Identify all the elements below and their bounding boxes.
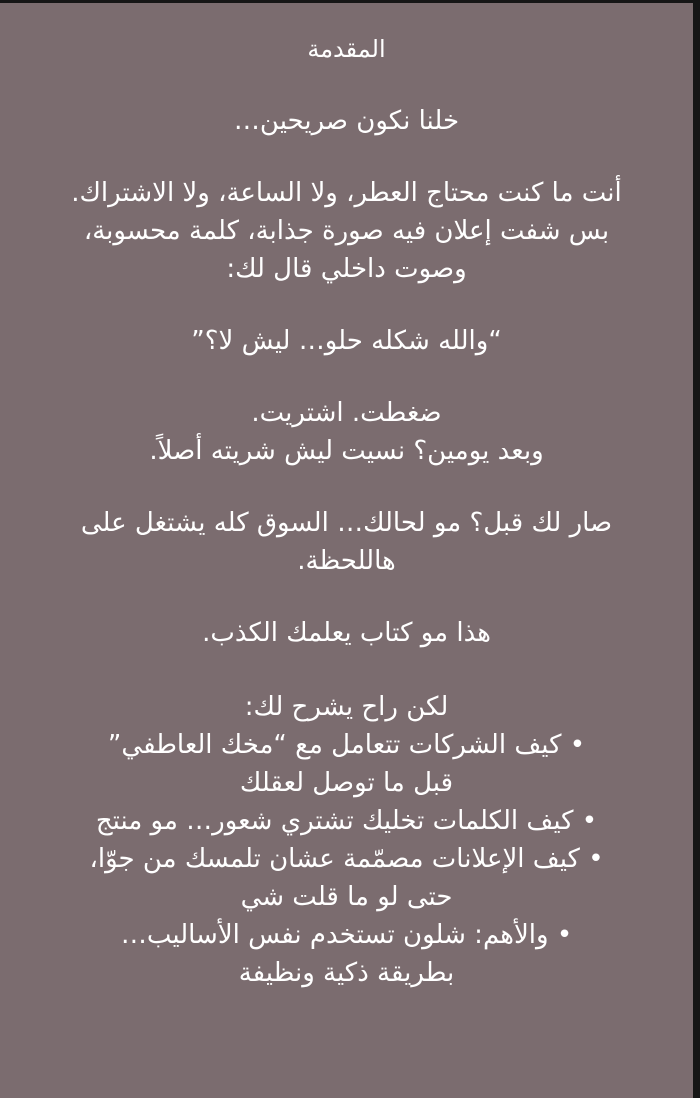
document-page bbox=[0, 3, 693, 1098]
spacer bbox=[42, 68, 652, 102]
bullet-continuation: قبل ما توصل لعقلك bbox=[239, 768, 454, 798]
paragraph-line: لكن راح يشرح لك: bbox=[244, 692, 449, 722]
paragraph-line: خلنا نكون صريحين… bbox=[233, 106, 460, 136]
spacer bbox=[42, 470, 652, 504]
paragraph-line: وبعد يومين؟ نسيت ليش شريته أصلاً. bbox=[149, 436, 544, 466]
document-text bbox=[42, 3, 652, 992]
bullet-line: • كيف الكلمات تخليك تشتري شعور… مو منتج bbox=[95, 806, 598, 836]
spacer bbox=[42, 652, 652, 688]
spacer bbox=[42, 580, 652, 614]
bullet-line: • كيف الإعلانات مصمّمة عشان تلمسك من جوّا، bbox=[89, 844, 604, 874]
paragraph-line: هذا مو كتاب يعلمك الكذب. bbox=[202, 618, 491, 648]
bullet-continuation: حتى لو ما قلت شي bbox=[240, 882, 453, 912]
paragraph-line: أنت ما كنت محتاج العطر، ولا الساعة، ولا الاشتراك. bbox=[71, 178, 622, 208]
spacer bbox=[42, 360, 652, 394]
paragraph-line: صار لك قبل؟ مو لحالك… السوق كله يشتغل على bbox=[80, 508, 613, 538]
spacer bbox=[42, 140, 652, 174]
quote-line: “والله شكله حلو… ليش لا؟” bbox=[191, 326, 502, 356]
page-title: المقدمة bbox=[307, 35, 386, 63]
paragraph-line: ضغطت. اشتريت. bbox=[251, 398, 442, 428]
paragraph-line: هاللحظة. bbox=[297, 546, 396, 576]
paragraph-line: وصوت داخلي قال لك: bbox=[226, 254, 467, 284]
bullet-continuation: بطريقة ذكية ونظيفة bbox=[238, 958, 455, 988]
bullet-line: • والأهم: شلون تستخدم نفس الأساليب… bbox=[120, 920, 573, 950]
paragraph-line: بس شفت إعلان فيه صورة جذابة، كلمة محسوبة، bbox=[83, 216, 610, 246]
bullet-line: • كيف الشركات تتعامل مع “مخك العاطفي” bbox=[107, 730, 586, 760]
spacer bbox=[42, 288, 652, 322]
